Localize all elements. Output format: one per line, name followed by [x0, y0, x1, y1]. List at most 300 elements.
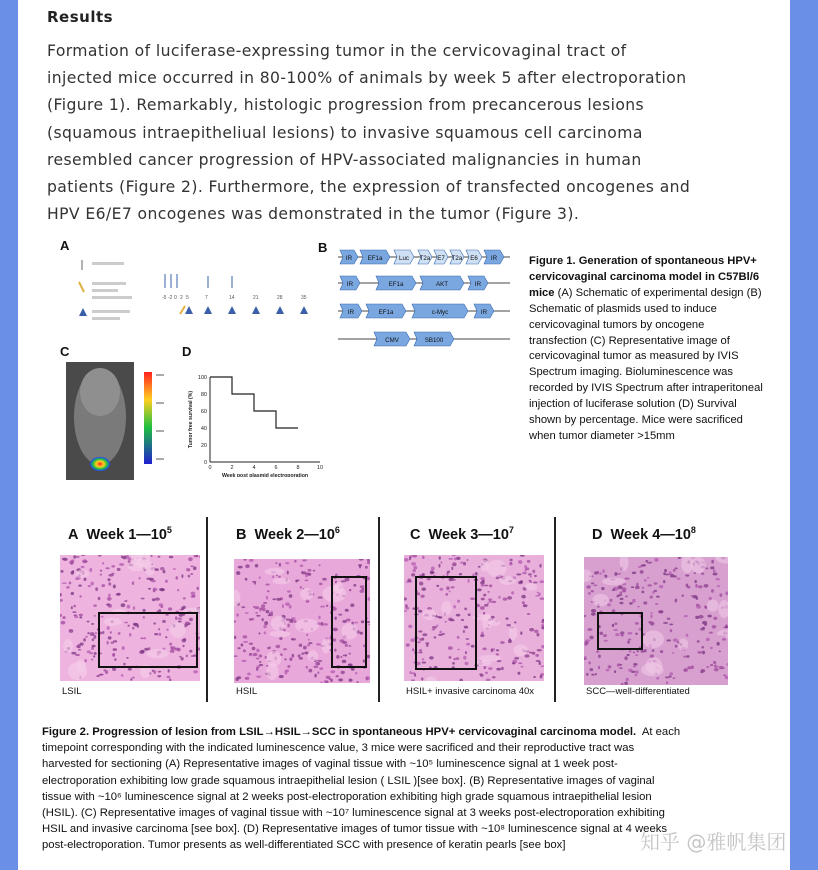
cell-nucleus [585, 639, 590, 641]
timeline-day-label: 14 [229, 295, 235, 301]
cell-nucleus [620, 598, 624, 600]
cell-nucleus [660, 650, 663, 653]
cell-nucleus [78, 649, 81, 651]
cell-nucleus [165, 636, 167, 638]
cell-nucleus [93, 655, 95, 657]
cell-nucleus [410, 638, 415, 642]
cell-nucleus [529, 628, 534, 632]
cell-nucleus [463, 562, 466, 566]
cell-nucleus [105, 670, 108, 674]
cell-nucleus [317, 672, 319, 674]
cell-nucleus [696, 597, 698, 600]
cell-nucleus [432, 626, 437, 629]
cell-nucleus [193, 670, 198, 673]
cell-nucleus [283, 648, 287, 650]
cell-nucleus [94, 652, 97, 655]
cell-nucleus [319, 667, 323, 670]
cell-nucleus [687, 655, 690, 658]
stroma-patch [147, 649, 169, 658]
cell-nucleus [307, 644, 310, 647]
cell-nucleus [702, 651, 705, 655]
panel-title: D Week $4—10^8$ [592, 525, 696, 543]
cell-nucleus [522, 572, 527, 575]
cell-nucleus [586, 673, 589, 676]
cell-nucleus [276, 645, 281, 648]
cell-nucleus [698, 615, 703, 619]
cell-nucleus [596, 650, 599, 652]
cell-nucleus [621, 634, 624, 636]
cell-nucleus [713, 617, 717, 620]
cell-nucleus [107, 597, 112, 601]
cell-nucleus [123, 663, 125, 666]
cell-nucleus [92, 638, 95, 641]
cell-nucleus [521, 666, 524, 668]
cell-nucleus [686, 634, 689, 637]
cell-nucleus [629, 602, 633, 605]
cell-nucleus [263, 602, 267, 604]
paragraph-line: (squamous intraepitheliual lesions) to invasive squamous cell carcinoma [47, 123, 643, 142]
cell-nucleus [144, 637, 146, 639]
cell-nucleus [182, 645, 184, 647]
cell-nucleus [643, 601, 647, 604]
cell-nucleus [306, 666, 309, 669]
cell-nucleus [301, 571, 303, 573]
cell-nucleus [518, 662, 522, 664]
cell-nucleus [261, 618, 263, 621]
cell-nucleus [365, 676, 370, 680]
imaging-marker [276, 306, 284, 314]
cell-nucleus [367, 655, 370, 659]
cell-nucleus [701, 573, 704, 575]
cell-nucleus [96, 675, 99, 677]
cell-nucleus [418, 610, 422, 613]
cell-nucleus [265, 583, 269, 585]
cell-nucleus [349, 653, 351, 655]
paragraph-line: resembled cancer progression of HPV-associated malignancies in human [47, 150, 642, 169]
cell-nucleus [349, 678, 353, 681]
cell-nucleus [169, 643, 172, 646]
cell-nucleus [111, 565, 115, 567]
stroma-patch [592, 594, 608, 607]
cell-nucleus [313, 666, 318, 669]
cell-nucleus [249, 643, 253, 645]
x-axis-label: Week post plasmid electroporation [221, 473, 309, 477]
cell-nucleus [612, 624, 614, 627]
cell-nucleus [672, 677, 675, 679]
cell-nucleus [264, 621, 268, 625]
cell-nucleus [484, 585, 489, 587]
cell-nucleus [608, 665, 612, 668]
cell-nucleus [536, 633, 539, 637]
cell-nucleus [267, 590, 270, 592]
cell-nucleus [482, 580, 485, 583]
stroma-patch [145, 561, 155, 575]
cell-nucleus [666, 639, 671, 641]
cell-nucleus [289, 594, 293, 598]
plasmid-element-label: E6 [470, 255, 478, 262]
y-tick-label: 60 [200, 409, 207, 415]
cell-nucleus [295, 579, 299, 581]
cell-nucleus [460, 562, 463, 564]
imaging-marker [252, 306, 260, 314]
cell-nucleus [77, 644, 81, 648]
cell-nucleus [452, 562, 456, 566]
cell-nucleus [294, 620, 297, 623]
cell-nucleus [697, 651, 702, 654]
cell-nucleus [189, 618, 193, 621]
cell-nucleus [598, 655, 601, 659]
cell-nucleus [421, 661, 426, 663]
cell-nucleus [259, 576, 261, 579]
cell-nucleus [588, 661, 590, 664]
cell-nucleus [429, 656, 433, 659]
cell-nucleus [237, 676, 242, 679]
cell-nucleus [674, 567, 677, 569]
cell-nucleus [487, 591, 490, 593]
cell-nucleus [456, 614, 461, 617]
cell-nucleus [663, 622, 668, 624]
figure-1-caption [529, 254, 764, 445]
cell-nucleus [272, 575, 274, 578]
cell-nucleus [129, 633, 131, 637]
panel-label: HSIL [236, 686, 258, 697]
cell-nucleus [91, 659, 94, 661]
cell-nucleus [445, 593, 448, 596]
cell-nucleus [170, 646, 172, 649]
cell-nucleus [139, 577, 141, 579]
cell-nucleus [714, 664, 716, 667]
cell-nucleus [436, 625, 438, 627]
timeline-day-label: 5 [186, 295, 189, 301]
cell-nucleus [105, 567, 109, 569]
plasmid-element-label: T2a [419, 255, 431, 262]
cell-nucleus [622, 590, 625, 592]
cell-nucleus [121, 603, 126, 607]
cell-nucleus [300, 564, 304, 567]
cell-nucleus [166, 629, 168, 631]
luminescence-signal [90, 457, 110, 471]
stroma-patch [602, 578, 625, 586]
cell-nucleus [406, 643, 410, 646]
cell-nucleus [113, 648, 118, 651]
cell-nucleus [87, 621, 90, 623]
cell-nucleus [418, 630, 422, 632]
cell-nucleus [422, 658, 425, 660]
cell-nucleus [483, 666, 486, 669]
cell-nucleus [672, 652, 675, 654]
cell-nucleus [319, 582, 323, 585]
stroma-patch [479, 655, 501, 661]
cell-nucleus [659, 585, 663, 588]
cell-nucleus [151, 555, 153, 557]
cell-nucleus [158, 556, 161, 558]
cell-nucleus [527, 560, 531, 563]
cell-nucleus [432, 629, 436, 631]
cell-nucleus [148, 588, 151, 590]
stroma-patch [76, 570, 89, 579]
cell-nucleus [133, 606, 135, 610]
cell-nucleus [463, 630, 465, 633]
histology-image [60, 555, 200, 681]
cell-nucleus [614, 670, 616, 673]
timeline-day-label: -2 [168, 295, 173, 301]
cell-nucleus [107, 641, 109, 645]
results-paragraph [47, 38, 787, 228]
cell-nucleus [663, 580, 665, 583]
cell-nucleus [624, 656, 627, 660]
cell-nucleus [62, 582, 67, 584]
cell-nucleus [632, 572, 636, 574]
section-heading: Results [47, 8, 114, 26]
cell-nucleus [707, 615, 711, 618]
plasmid-element-label: IR [480, 309, 488, 316]
cell-nucleus [71, 592, 74, 595]
cell-nucleus [439, 631, 442, 634]
cell-nucleus [278, 576, 281, 578]
cell-nucleus [243, 641, 248, 643]
cell-nucleus [414, 673, 416, 676]
panel-label: LSIL [62, 686, 82, 697]
histology-panel-c [406, 515, 552, 705]
cell-nucleus [704, 584, 709, 588]
cell-nucleus [675, 599, 678, 603]
cell-nucleus [159, 588, 164, 591]
cell-nucleus [650, 612, 653, 614]
cell-nucleus [422, 555, 424, 559]
stroma-patch [341, 623, 357, 639]
cell-nucleus [186, 568, 190, 571]
cell-nucleus [181, 657, 184, 660]
cell-nucleus [464, 626, 468, 629]
cell-nucleus [595, 673, 597, 675]
cell-nucleus [124, 622, 128, 624]
cell-nucleus [635, 674, 638, 677]
cell-nucleus [162, 620, 166, 623]
cell-nucleus [706, 666, 709, 668]
cell-nucleus [593, 585, 597, 587]
cell-nucleus [144, 648, 148, 651]
cell-nucleus [650, 614, 652, 618]
panel-letter-d: D [182, 344, 192, 359]
cell-nucleus [697, 640, 700, 642]
cell-nucleus [505, 617, 508, 619]
cell-nucleus [165, 614, 169, 616]
cell-nucleus [69, 629, 74, 633]
cell-nucleus [644, 649, 647, 652]
cell-nucleus [418, 652, 423, 654]
cell-nucleus [338, 678, 343, 681]
cell-nucleus [644, 579, 647, 582]
cell-nucleus [124, 600, 127, 602]
cell-nucleus [407, 578, 411, 582]
cell-nucleus [361, 620, 364, 623]
cell-nucleus [256, 675, 261, 677]
cell-nucleus [524, 654, 529, 657]
cell-nucleus [75, 654, 80, 656]
cell-nucleus [85, 636, 88, 638]
cell-nucleus [300, 586, 302, 589]
stroma-patch [104, 618, 122, 626]
cell-nucleus [417, 641, 421, 643]
cell-nucleus [356, 681, 359, 683]
cell-nucleus [468, 579, 470, 583]
cell-nucleus [323, 623, 328, 626]
cell-nucleus [591, 612, 596, 615]
timeline-day-label: 2 [180, 295, 183, 301]
cell-nucleus [102, 631, 104, 634]
cell-nucleus [614, 572, 617, 576]
cell-nucleus [292, 638, 294, 640]
cell-nucleus [73, 555, 76, 558]
cell-nucleus [318, 596, 323, 598]
cell-nucleus [615, 633, 619, 636]
cell-nucleus [158, 628, 160, 630]
cell-nucleus [169, 556, 173, 559]
cell-nucleus [539, 564, 541, 568]
cell-nucleus [308, 639, 310, 641]
cell-nucleus [154, 633, 158, 635]
cell-nucleus [160, 567, 164, 570]
cell-nucleus [126, 657, 129, 659]
cell-nucleus [673, 569, 675, 572]
cell-nucleus [422, 633, 427, 636]
cell-nucleus [158, 633, 161, 636]
cell-nucleus [716, 642, 719, 646]
cell-nucleus [491, 601, 496, 603]
plasmid-element-label: CMV [385, 337, 399, 344]
cell-nucleus [713, 661, 716, 664]
cell-nucleus [440, 562, 442, 564]
stroma-patch [487, 560, 507, 577]
cell-nucleus [320, 622, 323, 626]
cell-nucleus [633, 666, 636, 668]
cell-nucleus [263, 625, 267, 628]
cell-nucleus [342, 620, 346, 623]
cell-nucleus [602, 569, 604, 573]
cell-nucleus [709, 632, 713, 634]
cell-nucleus [314, 674, 316, 678]
figure-2 [40, 515, 745, 710]
cell-nucleus [241, 606, 245, 608]
cell-nucleus [252, 647, 256, 651]
cell-nucleus [685, 574, 689, 576]
caption-line: (HSIL). (C) Representative images of vaginal tissue with ~10⁷ luminescence signal at 3 weeks post-electroporation exhibiting [42, 807, 665, 820]
cell-nucleus [340, 656, 342, 658]
y-tick-label: 40 [200, 426, 207, 432]
cell-nucleus [342, 660, 347, 663]
cell-nucleus [695, 584, 697, 588]
cell-nucleus [635, 586, 640, 589]
cell-nucleus [271, 611, 273, 614]
stroma-patch [323, 585, 347, 602]
cell-nucleus [449, 591, 451, 593]
cell-nucleus [673, 638, 678, 641]
cell-nucleus [466, 638, 470, 640]
cell-nucleus [308, 569, 312, 572]
cell-nucleus [189, 650, 192, 653]
cell-nucleus [640, 650, 644, 653]
cell-nucleus [253, 653, 258, 656]
cell-nucleus [481, 584, 484, 587]
cell-nucleus [457, 649, 460, 651]
cell-nucleus [477, 588, 482, 591]
cell-nucleus [117, 568, 121, 571]
cell-nucleus [190, 565, 193, 567]
cell-nucleus [266, 610, 270, 614]
cell-nucleus [457, 600, 460, 603]
cell-nucleus [326, 605, 328, 607]
cell-nucleus [237, 647, 240, 649]
cell-nucleus [540, 673, 544, 675]
cell-nucleus [665, 676, 670, 678]
cell-nucleus [132, 581, 134, 585]
cell-nucleus [712, 625, 717, 629]
cell-nucleus [627, 632, 632, 635]
cell-nucleus [336, 655, 340, 659]
cell-nucleus [468, 613, 471, 616]
cell-nucleus [299, 644, 303, 647]
cell-nucleus [316, 643, 321, 645]
histology-image [404, 555, 544, 681]
cell-nucleus [454, 557, 457, 560]
cell-nucleus [617, 594, 622, 596]
cell-nucleus [527, 613, 530, 615]
cell-nucleus [95, 632, 97, 634]
cell-nucleus [91, 582, 94, 586]
cell-nucleus [614, 622, 617, 625]
cell-nucleus [121, 555, 123, 558]
cell-nucleus [659, 610, 663, 613]
cell-nucleus [79, 614, 83, 617]
cell-nucleus [514, 621, 517, 623]
cell-nucleus [624, 682, 628, 685]
cell-nucleus [683, 668, 688, 672]
cell-nucleus [683, 655, 687, 657]
cell-nucleus [535, 654, 539, 657]
imaging-marker [204, 306, 212, 314]
stroma-patch [707, 599, 718, 611]
cell-nucleus [308, 669, 312, 673]
cell-nucleus [442, 633, 445, 635]
cell-nucleus [511, 591, 514, 594]
panel-letter-b: B [318, 240, 328, 255]
cell-nucleus [613, 629, 618, 631]
cell-nucleus [95, 587, 98, 591]
cell-nucleus [79, 616, 82, 618]
plasmid-element-label: EF1a [388, 281, 404, 288]
cell-nucleus [285, 669, 289, 672]
cell-nucleus [153, 622, 156, 624]
stroma-patch [509, 625, 517, 641]
cell-nucleus [303, 646, 307, 650]
cell-nucleus [236, 571, 240, 575]
cell-nucleus [341, 671, 345, 674]
cell-nucleus [489, 584, 492, 587]
cell-nucleus [411, 573, 415, 576]
cell-nucleus [516, 573, 521, 575]
cell-nucleus [669, 571, 672, 575]
cell-nucleus [118, 632, 121, 635]
stroma-patch [269, 631, 290, 638]
cell-nucleus [289, 619, 293, 623]
cell-nucleus [322, 578, 327, 581]
cell-nucleus [591, 674, 595, 676]
histology-image [234, 559, 370, 683]
cell-nucleus [501, 667, 504, 670]
cell-nucleus [422, 573, 425, 576]
cell-nucleus [411, 679, 415, 681]
cell-nucleus [518, 560, 522, 564]
